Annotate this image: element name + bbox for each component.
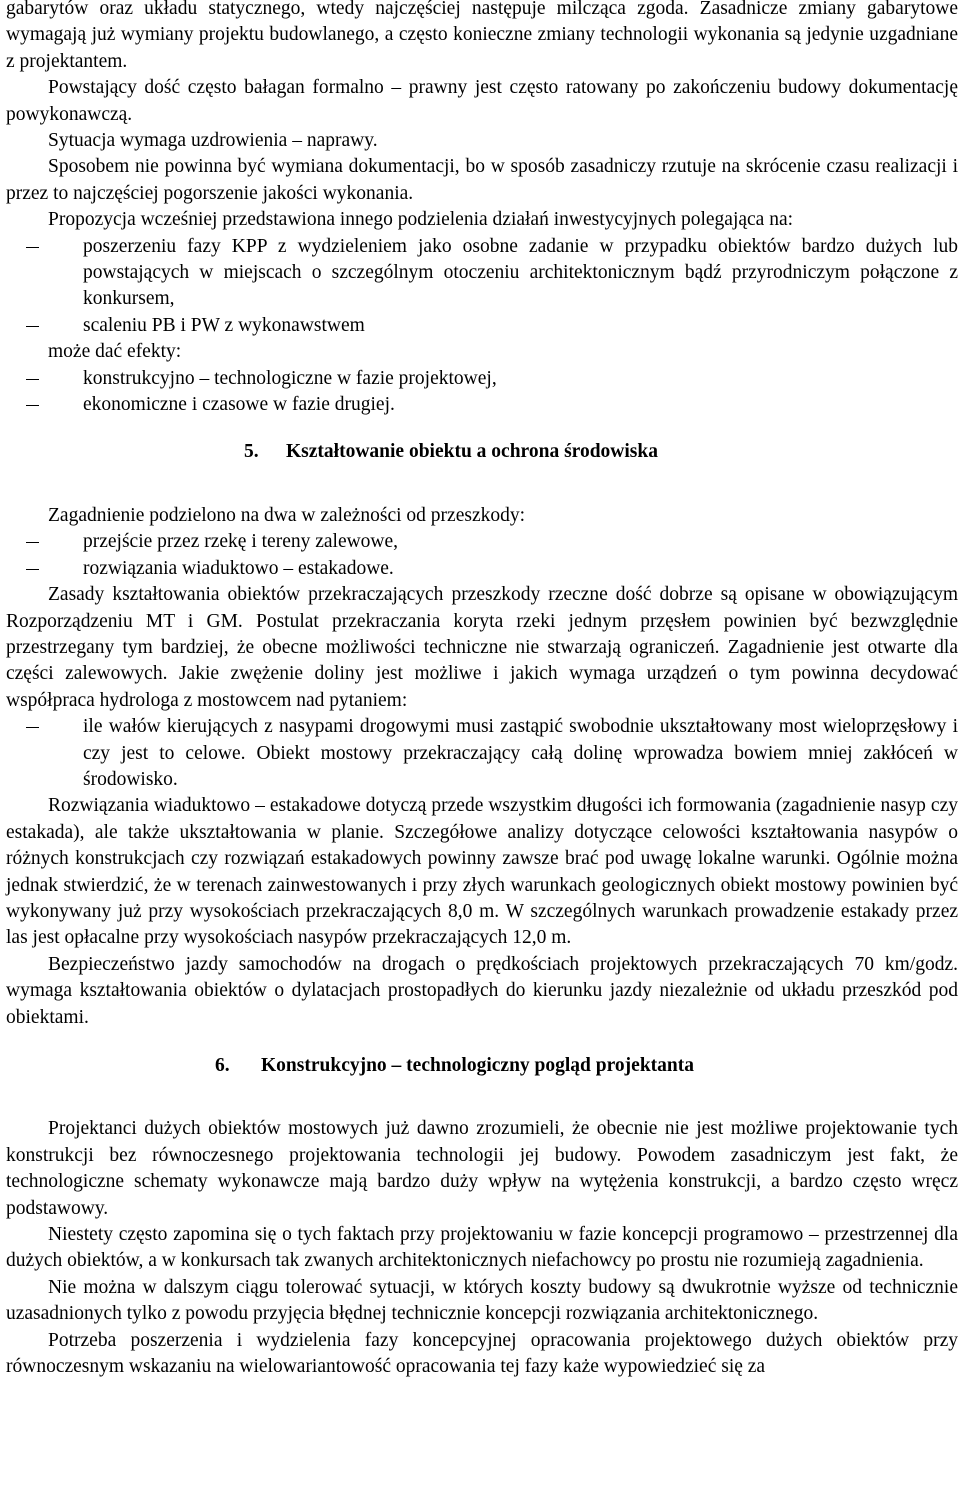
list-item-text: konstrukcyjno – technologiczne w fazie projektowej, xyxy=(83,367,497,389)
list-item-text: ile wałów kierujących z nasypami drogowymi musi zastąpić swobodnie ukształtowany most wieloprzęsłowy i czy jest to celowe. Obiekt mostowy przekraczający całą dolinę wprowadza bowiem mniej zakłóceń w środowisko. xyxy=(83,716,958,790)
section-number: 6. xyxy=(215,1055,230,1077)
paragraph-niemozna: Nie można w dalszym ciągu tolerować sytuacji, w których koszty budowy są dwukrotnie wyższe od technicznie uzasadnionych tylko z powodu przyjęcia błędnej technicznie koncepcji rozwiązania architektonicznego. xyxy=(6,1276,958,1325)
list-item-text: rozwiązania wiaduktowo – estakadowe. xyxy=(83,557,394,579)
list-item xyxy=(6,392,958,418)
list-item xyxy=(6,529,958,555)
section-heading-6 xyxy=(6,1053,958,1079)
section-title: Konstrukcyjno – technologiczny pogląd projektanta xyxy=(261,1055,694,1077)
list-item-text: poszerzeniu fazy KPP z wydzieleniem jako osobne zadanie w przypadku obiektów bardzo dużych lub powstających w miejscach o szczególnym otoczeniu architektonicznym bądź przyrodniczym połączone z konkursem, xyxy=(83,235,958,310)
list-item-text: scaleniu PB i PW z wykonawstwem xyxy=(83,314,365,336)
paragraph-potrzeba: Potrzeba poszerzenia i wydzielenia fazy koncepcyjnej opracowania projektowego dużych obiektów przy równoczesnym wskazaniu na wielowariantowość opracowania tej fazy każe wypowiedzieć się za xyxy=(6,1329,958,1378)
section-title: Kształtowanie obiektu a ochrona środowiska xyxy=(286,440,658,462)
list-item-text: ekonomiczne i czasowe w fazie drugiej. xyxy=(83,394,395,416)
document-page xyxy=(6,0,958,1381)
paragraph-rozwiazania: Rozwiązania wiaduktowo – estakadowe dotyczą przede wszystkim długości ich formowania (zagadnienie nasyp czy estakada), ale także ukształtowania w planie. Szczegółowe analizy dotyczące celowości kształtowania nasypów o różnych konstrukcjach czy rozwiązań estakadowych powinny zawsze brać pod uwagę lokalne warunki. Ogólnie można jednak stwierdzić, że w terenach zainwestowanych i przy złych warunkach geologicznych obiekt mostowy powinien być wykonywany już przy wysokościach przekraczających 8,0 m. W szczególnych warunkach prowadzenie estakady przez las jest opłacalne przy wysokościach nasypów przekraczających 12,0 m. xyxy=(6,795,958,949)
section-heading-5 xyxy=(6,439,958,465)
list-item xyxy=(6,556,958,582)
paragraph-propozycja: Propozycja wcześniej przedstawiona innego podzielenia działań inwestycyjnych polegająca na: xyxy=(48,209,794,231)
list-item-text: przejście przez rzekę i tereny zalewowe, xyxy=(83,531,399,553)
paragraph-bezpieczenstwo: Bezpieczeństwo jazdy samochodów na drogach o prędkościach projektowych przekraczających 70 km/godz. wymaga kształtowania obiektów o dylatacjach prostopadłych do kierunku jazdy niezależnie od układu przeszkód pod obiektami. xyxy=(6,953,958,1028)
paragraph-zasady: Zasady kształtowania obiektów przekraczających przeszkody rzeczne dość dobrze są opisane w obowiązującym Rozporządzeniu MT i GM. Postulat przekraczania koryta rzeki jednym przęsłem powinien być bezwzględnie przestrzegany tym bardziej, że obecne możliwości techniczne nie stwarzają ograniczeń. Zagadnienie jest otwarte dla części zalewowych. Jakie zwężenie doliny jest możliwe i jakich wymaga urządzeń o tym powinna decydować współpraca hydrologa z mostowcem nad pytaniem: xyxy=(6,584,958,711)
paragraph-intro: gabarytów oraz układu statycznego, wtedy najczęściej następuje milcząca zgoda. Zasadnicze zmiany gabarytowe wymagają już wymiany projektu budowlanego, a często konieczne zmiany technologii wykonania są jedynie uzgadniane z projektantem. xyxy=(6,0,958,72)
paragraph-zagadnienie: Zagadnienie podzielono na dwa w zależności od przeszkody: xyxy=(48,504,526,526)
paragraph-projektanci: Projektanci dużych obiektów mostowych już dawno zrozumieli, że obecnie nie jest możliwe projektowanie tych konstrukcji bez równoczesnego projektowania technologii jej budowy. Powodem zasadniczym jest fakt, że technologiczne schematy wykonawcze mają bardzo duży wpływ na wytężenia konstrukcji, a bardzo często wręcz podstawowy. xyxy=(6,1118,958,1219)
paragraph-efekty: może dać efekty: xyxy=(48,341,182,363)
paragraph-niestety: Niestety często zapomina się o tych faktach przy projektowaniu w fazie koncepcji programowo – przestrzennej dla dużych obiektów, a w konkursach tak zwanych architektonicznych niefachowcy po prostu nie rozumieją zagadnienia. xyxy=(6,1224,958,1272)
list-item xyxy=(6,714,958,793)
paragraph-balagan: Powstający dość często bałagan formalno – prawny jest często ratowany po zakończeniu budowy dokumentację powykonawczą. xyxy=(6,77,958,125)
paragraph-sposobem: Sposobem nie powinna być wymiana dokumentacji, bo w sposób zasadniczy rzutuje na skrócenie czasu realizacji i przez to najczęściej pogorszenie jakości wykonania. xyxy=(6,156,958,204)
section-number: 5. xyxy=(244,440,259,462)
list-item xyxy=(6,366,958,392)
list-item xyxy=(6,234,958,313)
paragraph-sytuacja: Sytuacja wymaga uzdrowienia – naprawy. xyxy=(48,130,378,152)
list-item xyxy=(6,313,958,339)
